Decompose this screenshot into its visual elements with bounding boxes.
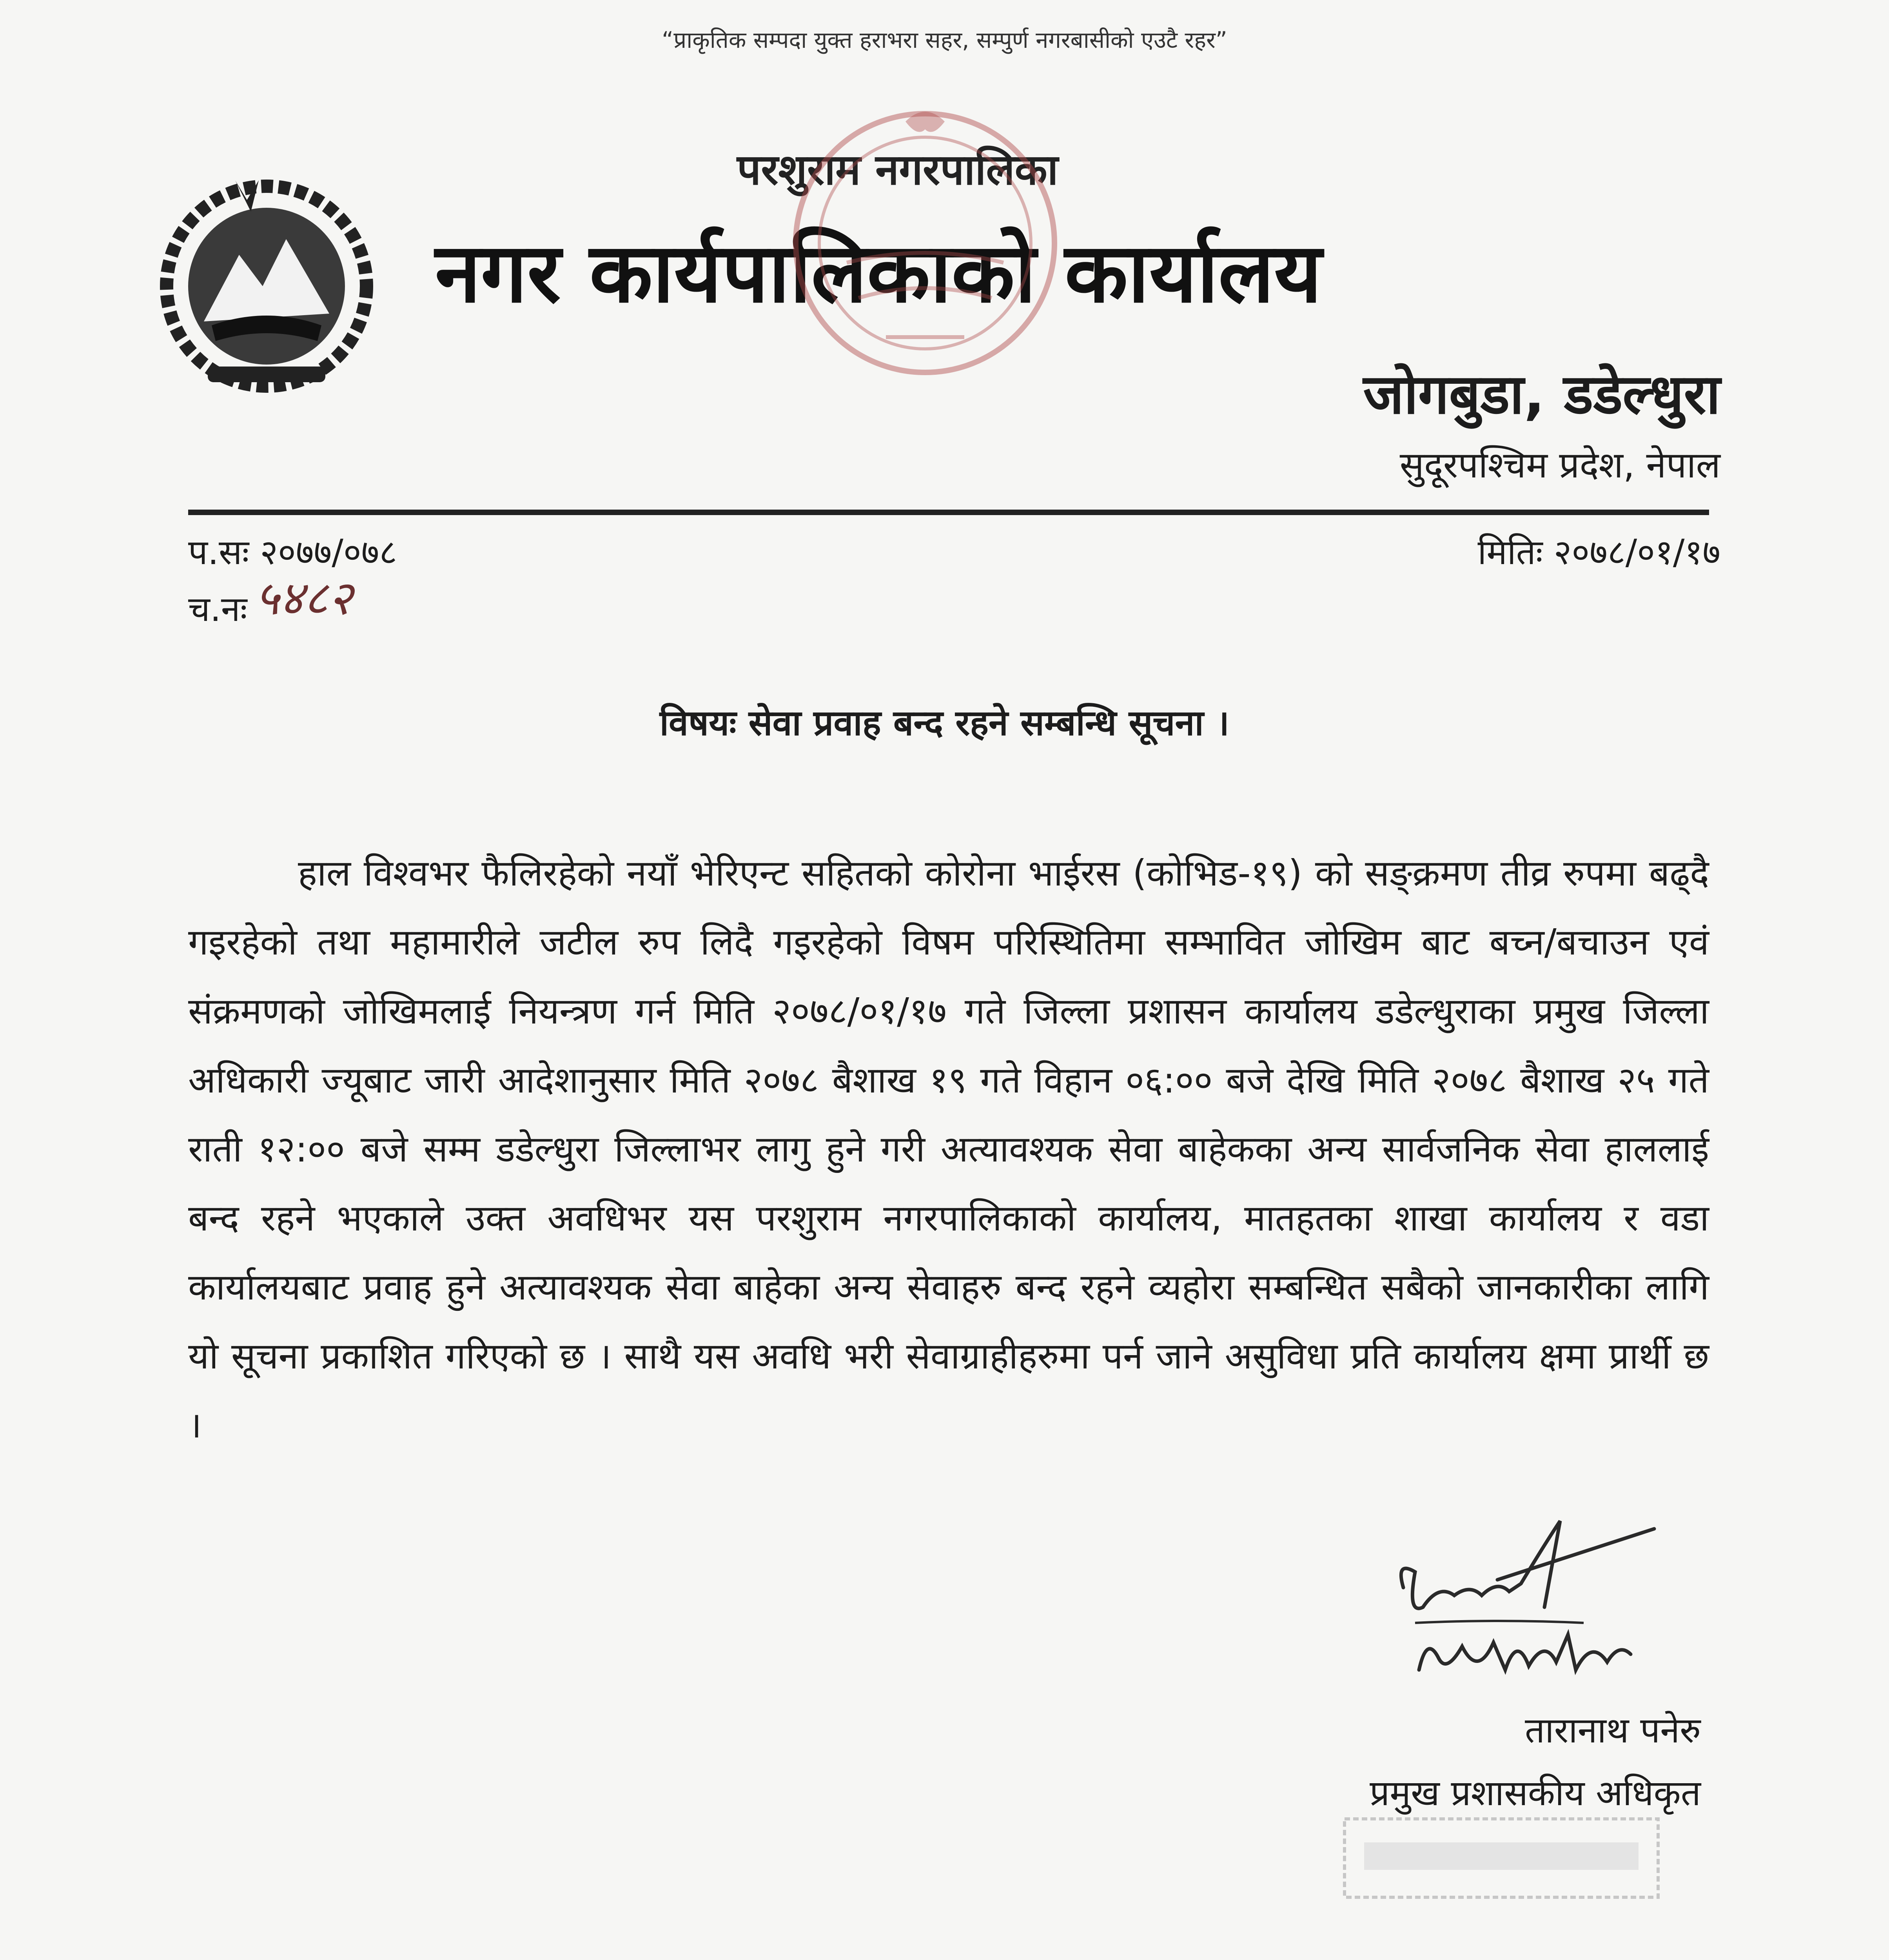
signer-name: तारानाथ पनेरु — [1525, 1710, 1701, 1751]
dispatch-number-label: च.नः — [188, 589, 247, 629]
header-divider — [188, 510, 1709, 515]
letter-subject: विषयः सेवा प्रवाह बन्द रहने सम्बन्धि सूचना । — [659, 702, 1230, 744]
nepal-emblem-icon — [145, 157, 388, 400]
municipality-name: परशुराम नगरपालिका — [737, 145, 1058, 194]
office-province: सुदूरपश्चिम प्रदेश, नेपाल — [1399, 444, 1720, 486]
letter-date: मितिः २०७८/०१/१७ — [1477, 532, 1720, 572]
dispatch-number-handwritten: ५४८२ — [255, 571, 353, 626]
letterhead-motto: “प्राकृतिक सम्पदा युक्त हराभरा सहर, सम्पुर्ण नगरबासीको एउटै रहर” — [662, 27, 1227, 53]
office-seal-stamp — [776, 94, 1074, 408]
handwritten-signature — [1380, 1505, 1678, 1709]
faint-title-stamp — [1341, 1811, 1662, 1905]
signer-title: प्रमुख प्रशासकीय अधिकृत — [1370, 1773, 1701, 1814]
reference-number: प.सः २०७७/०७८ — [188, 532, 397, 572]
office-address: जोगबुडा, डडेल्धुरा — [1363, 363, 1720, 426]
letter-body: हाल विश्वभर फैलिरहेको नयाँ भेरिएन्ट सहितको कोरोना भाईरस (कोभिड-१९) को सङ्क्रमण तीव्र रुपमा बढ्दै गइरहेको तथा महामारीले जटील रुप लिदै गइरहेको विषम परिस्थितिमा सम्भावित जोखिम बाट बच्न/बचाउन एवं संक्रमणको जोखिमलाई नियन्त्रण गर्न मिति २०७८/०१/१७ गते जिल्ला प्रशासन कार्यालय डडेल्धुराका प्रमुख जिल्ला अधिकारी ज्यूबाट जारी आदेशानुसार मिति २०७८ बैशाख १९ गते विहान ०६:०० बजे देखि मिति २०७८ बैशाख २५ गते राती १२:०० बजे सम्म डडेल्धुरा जिल्लाभर लागु हुने गरी अत्यावश्यक सेवा बाहेकका अन्य सार्वजनिक सेवा हाललाई बन्द रहने भएकाले उक्त अवधिभर यस परशुराम नगरपालिकाको कार्यालय, मातहतका शाखा कार्यालय र वडा कार्यालयबाट प्रवाह हुने अत्यावश्यक सेवा बाहेका अन्य सेवाहरु बन्द रहने व्यहोरा सम्बन्धित सबैको जानकारीका लागि यो सूचना प्रकाशित गरिएको छ । साथै यस अवधि भरी सेवाग्राहीहरुमा पर्न जाने असुविधा प्रति कार्यालय क्षमा प्रार्थी छ । — [188, 852, 1709, 1446]
office-title: नगर कार्यपालिकाको कार्यालय — [435, 225, 1322, 321]
